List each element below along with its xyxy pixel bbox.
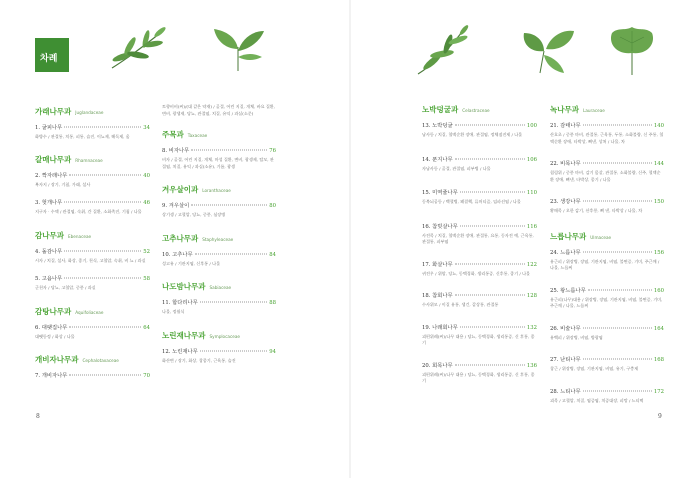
entry-description: 시자 / 치질, 설사, 화상, 종기, 천식, 고혈압, 숙취, 비 뇨 / 과실: [35, 257, 146, 263]
entry-page-number: 140: [653, 123, 664, 129]
toc-column-1: [35, 106, 150, 379]
leaf-pair-icon: [210, 27, 266, 73]
family-name-ko: 고추나무과: [162, 233, 199, 243]
entry-title: 11. 합다리나무: [162, 300, 198, 307]
entry-description: 유백피 / 위장병, 비염, 방광염: [550, 334, 603, 340]
toc-entry[interactable]: [422, 155, 537, 173]
family-name-latin: Juglandaceae: [75, 110, 104, 115]
entry-description: 화방수 / 관절통, 치통, 피통, 습진, 이뇨제, 해독제, 옴: [35, 134, 130, 139]
entry-page-number: 100: [526, 123, 537, 129]
entry-description: 나물, 정월식: [162, 309, 185, 315]
entry-page-number: 156: [653, 249, 664, 256]
toc-entry[interactable]: [35, 274, 150, 292]
family-name-latin: Ulmaceae: [590, 234, 612, 240]
toc-entry[interactable]: [35, 171, 150, 189]
entry-title: 20. 회목나무: [422, 362, 453, 369]
family-block: [35, 354, 150, 379]
entry-description: 귀전우 / 위암, 당뇨, 동맥경화, 생리통증, 신후통, 종기 / 나물: [422, 270, 530, 276]
entry-page-number: 132: [526, 324, 537, 331]
toc-entry[interactable]: [35, 371, 150, 379]
toc-entry[interactable]: [35, 198, 150, 216]
entry-title: 21. 감태나무: [550, 123, 581, 129]
family-block: [422, 104, 537, 385]
toc-entry[interactable]: [422, 291, 537, 309]
family-name-latin: Loranthaceae: [202, 188, 231, 194]
entry-page-number: 164: [653, 325, 664, 332]
family-name-ko: 가래나무과: [35, 107, 72, 116]
family-name-latin: Aquifoliaceae: [75, 309, 104, 315]
entry-page-number: 70: [143, 373, 150, 380]
basil-leaves-icon: [520, 27, 576, 75]
family-name-ko: 갈매나무과: [35, 154, 72, 164]
page-number-right: 9: [658, 413, 662, 420]
toc-entry[interactable]: [422, 260, 537, 278]
entry-page-number: 84: [269, 251, 276, 258]
entry-page-number: 80: [269, 203, 276, 210]
family-block: [35, 230, 150, 292]
family-name-latin: Taxaceae: [187, 133, 208, 139]
family-block: [162, 330, 276, 365]
toc-entry[interactable]: [422, 121, 537, 139]
entry-page-number: 40: [143, 172, 150, 179]
entry-title: 14. 푼지나무: [422, 156, 453, 163]
round-leaf-icon: [606, 25, 658, 77]
family-name-ko: 주목과: [162, 130, 184, 140]
entry-description: 동북뇌공등 / 백혈병, 폐결핵, 류머티즘, 임파선염 / 나물: [422, 199, 521, 205]
entry-page-number: 150: [653, 199, 664, 206]
toc-entry[interactable]: [35, 247, 150, 265]
toc-entry[interactable]: [162, 201, 276, 219]
continued-description: 토향비비(씨)/(대 같은 약재) / 골절, 어린 지질, 개체, 바요 질환, 변비, 광생제, 당뇨, 관절염, 치질, 유익 / 과실(소문): [162, 104, 276, 116]
entry-title: 13. 노박덩굴: [422, 123, 453, 129]
entry-description: 괴편위레(씨)/나무 대용 / 당뇨, 동맥경화, 생리통증, 신 후통, 종기: [422, 333, 535, 346]
entry-page-number: 136: [526, 362, 537, 369]
entry-title: 9. 겨우살이: [162, 203, 190, 210]
toc-entry[interactable]: [162, 298, 276, 316]
family-heading: [35, 354, 150, 365]
entry-title: 8. 비자나무: [162, 148, 190, 155]
toc-entry[interactable]: [550, 248, 664, 272]
toc-entry[interactable]: [550, 355, 664, 373]
toc-label: 차례: [40, 54, 58, 64]
toc-entry[interactable]: [162, 347, 276, 365]
family-name-ko: 녹나무과: [550, 105, 579, 114]
family-name-ko: 겨우살이과: [162, 185, 199, 195]
family-name-ko: 나도밤나무과: [162, 282, 206, 292]
entry-description: 괴목 / 고혈압, 치질, 염증염, 치증대장, 피망 / 느티떡: [550, 398, 644, 404]
entry-title: 25. 왕느릅나무: [550, 287, 586, 294]
entry-title: 1. 굴피나무: [35, 125, 63, 131]
family-heading: [162, 330, 276, 341]
entry-title: 3. 헛개나무: [35, 200, 63, 207]
entry-page-number: 144: [653, 161, 664, 168]
entry-title: 19. 나래회나무: [422, 324, 458, 331]
mint-sprig-icon: [410, 24, 472, 76]
entry-title: 18. 참회나무: [422, 293, 453, 300]
entry-title: 17. 화살나무: [422, 261, 453, 268]
entry-description: 비자 / 골절, 어린 지질, 개체, 마성 질환, 변비, 광생제, 탈모, 관절염, 치질, 유익 / 과실(소유), 기름, 광생: [162, 157, 274, 169]
toc-entry[interactable]: [35, 123, 150, 141]
entry-page-number: 106: [526, 156, 537, 163]
family-heading: [162, 184, 276, 195]
family-block: [35, 106, 150, 141]
toc-entry[interactable]: [550, 121, 664, 145]
toc-entry[interactable]: [422, 361, 537, 385]
entry-description: 복자지 / 장기, 기침, 가래, 설사: [35, 181, 91, 187]
entry-description: 사전목 / 치질, 혈액순환 장애, 관절통, 요통, 동자전 예, 근육통, 관절통, 피부염: [422, 232, 534, 245]
entry-description: 수사위모 / 이질 유통, 생긴, 갑상통, 관절통: [422, 302, 499, 308]
entry-description: 지구자 · 수액 / 관절염, 숙취, 간 질환, 소화촉진, 기침 / 나물: [35, 209, 142, 215]
entry-page-number: 58: [143, 276, 150, 283]
entry-description: 대팻등정 / 화상 / 나물: [35, 333, 75, 339]
olive-sprig-icon: [108, 24, 168, 72]
toc-entry[interactable]: [550, 286, 664, 310]
entry-page-number: 122: [526, 261, 537, 268]
entry-description: 화산변 / 장기, 화상, 창종기, 근육통, 습진: [162, 357, 236, 363]
entry-description: 자남사등 / 골절, 관절염, 피부병 / 나물: [422, 165, 491, 171]
entry-page-number: 160: [653, 287, 664, 294]
entry-title: 28. 느티나무: [550, 389, 581, 396]
entry-title: 15. 미역줄나무: [422, 190, 458, 197]
entry-page-number: 128: [526, 293, 537, 300]
family-name-ko: 느릅나무과: [550, 231, 587, 241]
toc-column-4: [550, 104, 664, 405]
family-name-ko: 감나무과: [35, 230, 64, 240]
book-gutter: [349, 0, 351, 478]
family-heading: [35, 106, 150, 117]
entry-description: 유근피(나무)대용 / 위장병, 장염, 기관지염, 비염, 불면증, 기미, 주근깨 / 나물, 느릅찌: [550, 296, 663, 309]
family-heading: [35, 154, 150, 165]
toc-column-2: [162, 104, 276, 364]
family-heading: [162, 281, 276, 292]
entry-description: 괴편위레(씨)/나무 대용 / 당뇨, 동맥경화, 생리통증, 신 후통, 종기: [422, 371, 535, 384]
page-number-left: 8: [36, 413, 40, 420]
family-name-ko: 개비자나무과: [35, 355, 79, 365]
toc-tab: [35, 38, 69, 72]
entry-page-number: 34: [143, 125, 150, 131]
entry-page-number: 46: [143, 200, 150, 207]
family-name-latin: Staphyleaceae: [202, 236, 234, 242]
family-name-latin: Lauraceae: [582, 108, 605, 113]
family-block: [162, 281, 276, 316]
entry-page-number: 64: [143, 324, 150, 331]
entry-page-number: 172: [653, 389, 664, 396]
entry-title: 26. 비술나무: [550, 325, 581, 332]
toc-column-3: [422, 104, 537, 385]
entry-title: 6. 대팻집나무: [35, 324, 68, 331]
family-heading: [35, 306, 150, 317]
toc-entry[interactable]: [162, 250, 276, 268]
entry-title: 24. 느릅나무: [550, 249, 581, 256]
entry-description: 창근 / 위장병, 장염, 기관지염, 비염, 유기, 구충제: [550, 366, 639, 372]
entry-title: 4. 돌감나무: [35, 248, 63, 255]
entry-title: 12. 노린재나무: [162, 348, 198, 355]
entry-title: 7. 개비자나무: [35, 373, 68, 380]
entry-page-number: 76: [269, 148, 276, 155]
family-heading: [550, 104, 664, 115]
family-name-ko: 노박덩굴과: [422, 105, 459, 114]
family-heading: [550, 231, 664, 242]
family-name-ko: 노린재나무과: [162, 330, 206, 340]
entry-title: 22. 비목나무: [550, 161, 581, 168]
entry-title: 2. 짝자래나무: [35, 172, 68, 179]
entry-page-number: 116: [526, 223, 537, 230]
entry-description: 남사등 / 치질, 혈액순환 장애, 관절염, 정체점진제 / 나물: [422, 132, 523, 137]
family-heading: [35, 230, 150, 241]
entry-title: 10. 고추나무: [162, 251, 193, 258]
toc-entry[interactable]: [35, 323, 150, 341]
entry-description: 군천자 / 당뇨, 고혈압, 중풍 / 과실: [35, 285, 96, 291]
entry-description: 첩림위 / 중풍 마비, 감기 몸살, 관절통, 소화불량, 신주, 혈액순환 장애, 뼈낸, 타박상, 종기 / 나물: [550, 170, 661, 182]
family-name-ko: 감탕나무과: [35, 306, 72, 316]
toc-entry[interactable]: [550, 197, 664, 215]
family-block: [550, 231, 664, 405]
entry-page-number: 88: [269, 300, 276, 307]
entry-page-number: 168: [653, 357, 664, 364]
toc-entry[interactable]: [550, 387, 664, 405]
entry-title: 23. 생강나무: [550, 199, 581, 206]
family-heading: [422, 104, 537, 115]
family-name-latin: Sabiaceae: [209, 285, 232, 291]
entry-page-number: 110: [526, 190, 537, 197]
family-name-latin: Ebenaceae: [67, 233, 92, 239]
family-block: [35, 306, 150, 341]
entry-description: 황매목 / 오한 감기, 산후풍, 뼈 낸, 타박상 / 나물, 차: [550, 208, 643, 214]
toc-entry[interactable]: [162, 146, 276, 170]
entry-description: 상기생 / 고혈압, 당뇨, 중풍, 심장병: [162, 212, 226, 218]
toc-entry[interactable]: [422, 188, 537, 206]
family-name-latin: Celastraceae: [462, 108, 490, 113]
family-block: [162, 129, 276, 170]
family-heading: [162, 129, 276, 140]
family-name-latin: Rhamnaceae: [75, 157, 103, 163]
toc-entry[interactable]: [422, 222, 537, 246]
family-block: [162, 184, 276, 219]
entry-description: 성고유 / 기관지염, 신후통 / 나물: [162, 260, 221, 266]
entry-description: 산호초 / 중풍 마비, 관절통, 근육통, 두통, 소화불량, 신 주통, 혈액순환 장애, 타박상, 뼈낸, 상처 / 나물, 차: [550, 132, 664, 144]
entry-page-number: 52: [143, 248, 150, 255]
entry-title: 27. 난티나무: [550, 357, 581, 364]
toc-entry[interactable]: [550, 159, 664, 183]
entry-page-number: 94: [269, 348, 276, 355]
family-block: [162, 233, 276, 268]
entry-title: 16. 참빗살나무: [422, 223, 458, 230]
family-block: [35, 154, 150, 216]
toc-entry[interactable]: [550, 324, 664, 342]
entry-title: 5. 고욤나무: [35, 276, 63, 283]
family-heading: [162, 233, 276, 244]
family-name-latin: Cephalotaxaceae: [82, 358, 119, 364]
toc-entry[interactable]: [422, 323, 537, 347]
entry-description: 유근피 / 위장병, 장염, 기관지염, 비염, 불면증, 기미, 주근깨 / 나물, 느릅찌: [550, 258, 660, 271]
family-name-latin: Symplocaceae: [209, 333, 240, 339]
family-block: [550, 104, 664, 215]
